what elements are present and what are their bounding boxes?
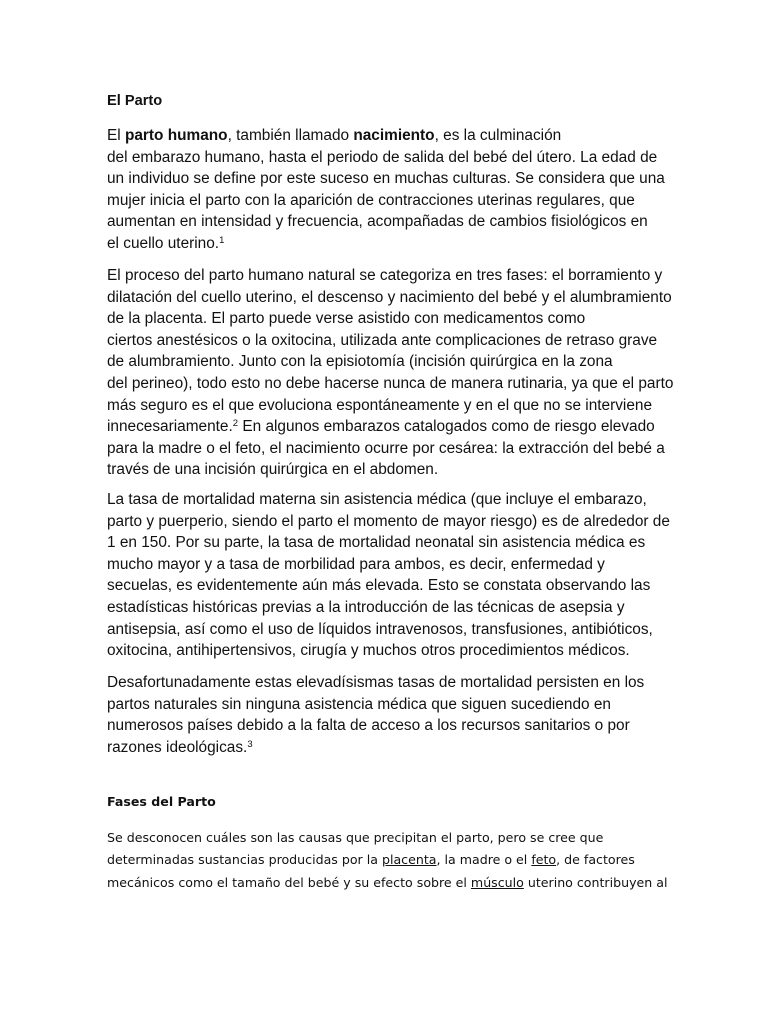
text-line: mucho mayor y a tasa de morbilidad para ambos, es decir, enfermedad y (107, 555, 605, 573)
text-line: partos naturales sin ninguna asistencia médica que siguen sucediendo en (107, 695, 611, 713)
text-line: oxitocina, antihipertensivos, cirugía y muchos otros procedimientos médicos. (107, 642, 630, 660)
text: el cuello uterino. (107, 234, 220, 252)
text-line: del embarazo humano, hasta el periodo de salida del bebé del útero. La edad de (107, 148, 658, 166)
section-heading: Fases del Parto (107, 794, 216, 809)
text-line: Desafortunadamente estas elevadísismas tasas de mortalidad persisten en los (107, 674, 645, 691)
text-line: La tasa de mortalidad materna sin asistencia médica (que incluye el embarazo, (107, 491, 647, 508)
paragraph-2 (107, 265, 674, 481)
footnote-ref: 2 (232, 418, 239, 430)
text-line: de la placenta. El parto puede verse asistido con medicamentos como (107, 310, 586, 328)
text-line: de alumbramiento. Junto con la episiotomía (incisión quirúrgica en la zona (107, 353, 613, 371)
text-line: dilatación del cuello uterino, el descenso y nacimiento del bebé y el alumbramiento (107, 288, 672, 306)
text: El (107, 127, 125, 144)
text-line: aumentan en intensidad y frecuencia, acompañadas de cambios fisiológicos en (107, 213, 648, 231)
document-title: El Parto (107, 93, 163, 109)
text: razones ideológicas. (107, 738, 248, 756)
text: innecesariamente. (107, 418, 233, 436)
footnote-ref: 3 (247, 738, 253, 750)
paragraph-4 (107, 672, 667, 758)
term-parto-humano: parto humano (124, 127, 228, 144)
text-line: antisepsia, así como el uso de líquidos intravenosos, transfusiones, antibióticos, (107, 620, 653, 638)
text-line: secuelas, es evidentemente aún más elevada. Esto se constata observando las (107, 577, 651, 595)
text-line (107, 737, 667, 759)
text-line: parto y puerperio, siendo el parto el momento de mayor riesgo) es de alrededor de (107, 512, 670, 530)
text: , es la culminación (434, 127, 562, 144)
footnote-ref: 1 (219, 234, 225, 246)
term-nacimiento: nacimiento (353, 127, 435, 144)
text-line (107, 416, 667, 438)
text-line: para la madre o el feto, el nacimiento ocurre por cesárea: la extracción del bebé a (107, 439, 665, 457)
text: uterino contribuyen al (523, 874, 668, 890)
text-line: del perineo), todo esto no debe hacerse nunca de manera rutinaria, ya que el parto (107, 374, 674, 392)
text-line (107, 125, 667, 147)
text-line: un individuo se define por este suceso en muchas culturas. Se considera que una (107, 170, 665, 188)
text-line: Se desconocen cuáles son las causas que precipitan el parto, pero se cree que (107, 830, 604, 845)
text-line (107, 872, 667, 894)
text-line: ciertos anestésicos o la oxitocina, utilizada ante complicaciones de retraso grave (107, 331, 658, 349)
link-feto[interactable]: feto (531, 852, 557, 868)
text-line: estadísticas históricas previas a la introducción de las técnicas de asepsia y (107, 598, 625, 616)
text: , de factores (556, 852, 635, 868)
text-line: 1 en 150. Por su parte, la tasa de mortalidad neonatal sin asistencia médica es (107, 534, 646, 552)
text-line (107, 849, 667, 871)
text-line: mujer inicia el parto con la aparición de contracciones uterinas regulares, que (107, 191, 635, 209)
text: determinadas sustancias producidas por la (107, 852, 382, 868)
text: , también llamado (227, 127, 354, 144)
paragraph-1 (107, 125, 667, 255)
link-placenta[interactable]: placenta (381, 852, 437, 868)
text-line: El proceso del parto humano natural se categoriza en tres fases: el borramiento y (107, 267, 663, 284)
text: En algunos embarazos catalogados como de riesgo elevado (238, 418, 655, 436)
text: mecánicos como el tamaño del bebé y su efecto sobre el (107, 874, 471, 890)
text-line: más seguro es el que evoluciona espontáneamente y en el que no se interviene (107, 396, 653, 414)
paragraph-5 (107, 827, 667, 894)
text-line (107, 233, 667, 255)
link-musculo[interactable]: músculo (470, 874, 524, 890)
text-line: numerosos países debido a la falta de acceso a los recursos sanitarios o por (107, 717, 630, 735)
paragraph-3 (107, 489, 670, 662)
text: , la madre o el (436, 852, 532, 868)
text-line: través de una incisión quirúrgica en el abdomen. (107, 461, 439, 479)
